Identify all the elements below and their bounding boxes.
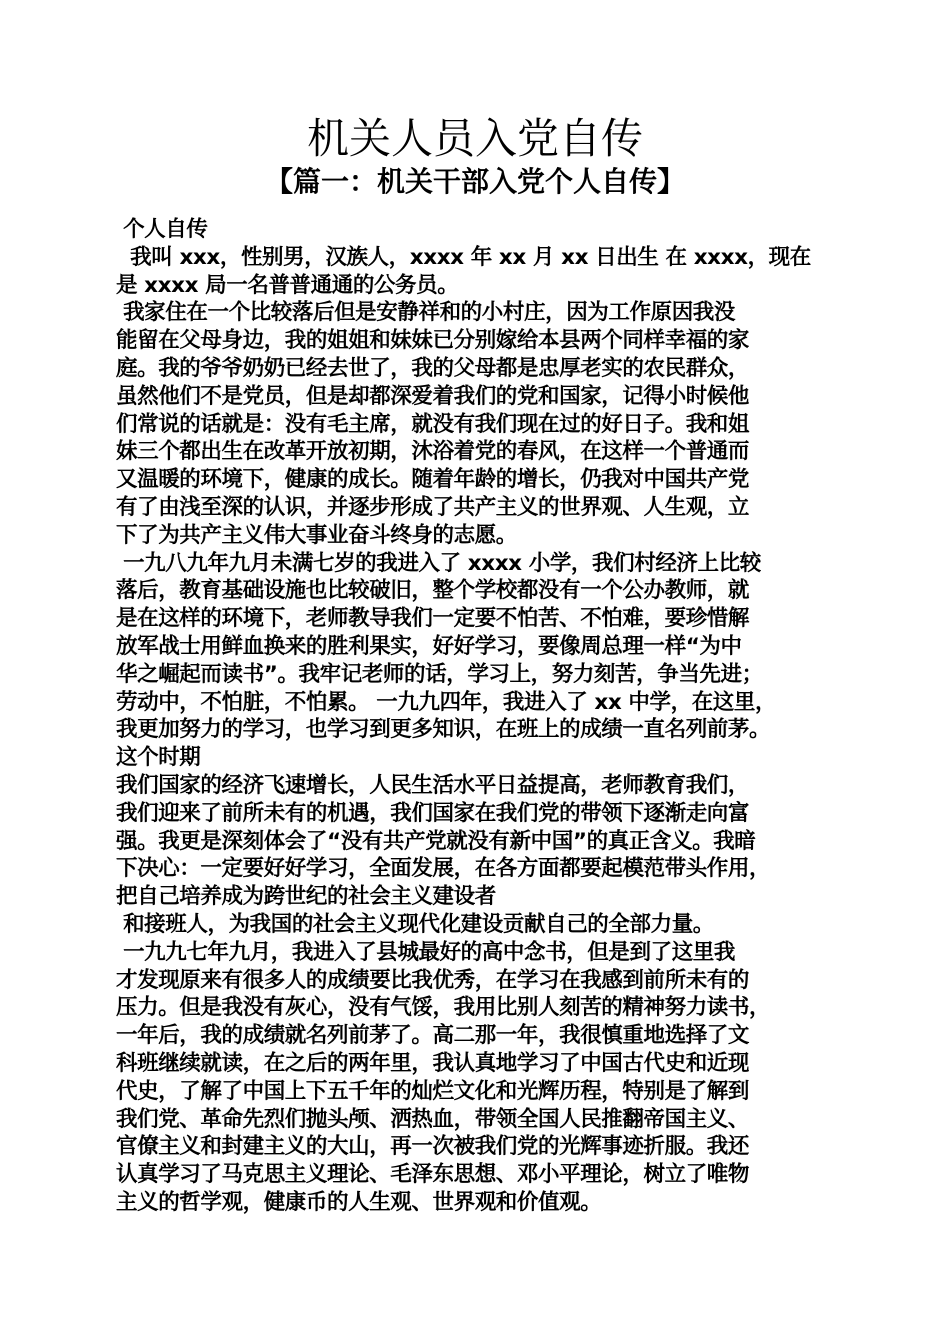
body-line: 劳动中，不怕脏，不怕累。 一九九四年，我进入了 xx 中学，在这里， — [116, 689, 777, 715]
body-line: 虽然他们不是党员，但是却都深爱着我们的党和国家，记得小时候他 — [116, 383, 750, 409]
body-line: 是 xxxx 局一名普普通通的公务员。 — [116, 272, 459, 298]
document-title: 机关人员入党自传 — [306, 114, 643, 163]
body-line: 下决心：一定要好好学习，全面发展，在各方面都要起模范带头作用， — [116, 856, 771, 882]
body-line: 这个时期 — [116, 745, 201, 771]
body-line: 是在这样的环境下，老师教导我们一定要不怕苦、不怕难，要珍惜解 — [116, 606, 750, 632]
body-line: 强。我更是深刻体会了“没有共产党就没有新中国”的真正含义。我暗 — [116, 828, 756, 854]
body-line: 妹三个都出生在改革开放初期，沐浴着党的春风，在这样一个普通而 — [116, 439, 750, 465]
body-line: 代史，了解了中国上下五千年的灿烂文化和光辉历程，特别是了解到 — [116, 1078, 750, 1104]
body-line: 主义的哲学观，健康币的人生观、世界观和价值观。 — [116, 1189, 602, 1215]
body-line: 官僚主义和封建主义的大山，再一次被我们党的光辉事迹折服。我还 — [116, 1134, 750, 1160]
body-line: 才发现原来有很多人的成绩要比我优秀，在学习在我感到前所未有的 — [116, 967, 750, 993]
body-line: 下了为共产主义伟大事业奋斗终身的志愿。 — [116, 522, 517, 548]
body-line: 庭。我的爷爷奶奶已经去世了，我的父母都是忠厚老实的农民群众， — [116, 355, 750, 381]
body-line: 华之崛起而读书”。我牢记老师的话，学习上，努力刻苦，争当先进； — [116, 661, 763, 687]
body-line: 科班继续就读，在之后的两年里，我认真地学习了中国古代史和近现 — [116, 1050, 750, 1076]
body-line: 我家住在一个比较落后但是安静祥和的小村庄，因为工作原因我没 — [116, 300, 735, 326]
body-line: 个人自传 — [116, 217, 208, 242]
body-line: 我们党、革命先烈们抛头颅、洒热血，带领全国人民推翻帝国主义、 — [116, 1106, 750, 1132]
body-line: 我叫 xxx，性别男，汉族人，xxxx 年 xx 月 xx 日出生 在 xxxx，现在 — [116, 244, 811, 270]
body-line: 我们国家的经济飞速增长，人民生活水平日益提高，老师教育我们， — [116, 772, 750, 798]
body-line: 我更加努力的学习，也学习到更多知识，在班上的成绩一直名列前茅。 — [116, 717, 771, 743]
body-line: 把自己培养成为跨世纪的社会主义建设者 — [116, 884, 496, 910]
body-line: 我们迎来了前所未有的机遇，我们国家在我们党的带领下逐渐走向富 — [116, 800, 750, 826]
body-line: 压力。但是我没有灰心，没有气馁，我用比别人刻苦的精神努力读书， — [116, 995, 771, 1021]
body-line: 又温暖的环境下，健康的成长。随着年龄的增长，仍我对中国共产党 — [116, 467, 750, 493]
document-body — [116, 216, 844, 1217]
body-line: 认真学习了马克思主义理论、毛泽东思想、邓小平理论，树立了唯物 — [116, 1162, 750, 1188]
body-line: 们常说的话就是：没有毛主席，就没有我们现在过的好日子。我和姐 — [116, 411, 750, 437]
body-line: 放军战士用鲜血换来的胜利果实，好好学习，要像周总理一样“为中 — [116, 633, 742, 659]
body-line: 一九九七年九月，我进入了县城最好的高中念书，但是到了这里我 — [116, 939, 735, 965]
body-line: 落后，教育基础设施也比较破旧，整个学校都没有一个公办教师，就 — [116, 578, 750, 604]
body-line: 一年后，我的成绩就名列前茅了。高二那一年，我很慎重地选择了文 — [116, 1023, 750, 1049]
body-line: 和接班人，为我国的社会主义现代化建设贡献自己的全部力量。 — [116, 911, 714, 937]
body-line: 有了由浅至深的认识，并逐步形成了共产主义的世界观、人生观，立 — [116, 494, 750, 520]
body-line: 一九八九年九月未满七岁的我进入了 xxxx 小学，我们村经济上比较 — [116, 550, 761, 576]
body-line: 能留在父母身边，我的姐姐和妹妹已分别嫁给本县两个同样幸福的家 — [116, 328, 750, 354]
document-subtitle: 【篇一：机关干部入党个人自传】 — [264, 165, 685, 198]
